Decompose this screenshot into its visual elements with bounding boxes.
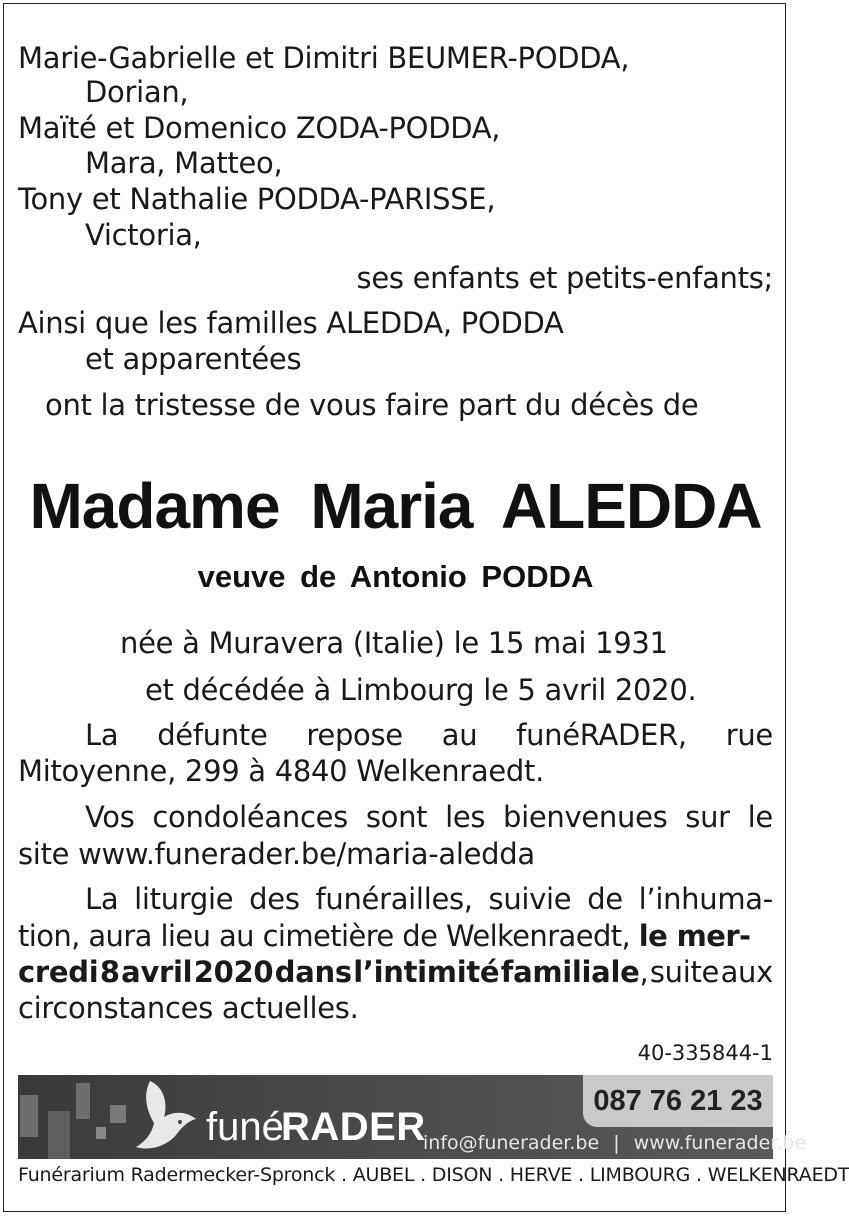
separator: | — [613, 1132, 620, 1154]
footer-locations: Funérarium Radermecker-Spronck . AUBEL . DISON . HERVE . LIMBOURG . WELKENRAEDT — [18, 1164, 849, 1186]
liturgy-line-4: circonstances actuelles. — [18, 991, 359, 1025]
liturgy-line-3: credi 8 avril 2020 dans l’intimité familiale, suite aux — [18, 955, 773, 989]
decor-square — [76, 1083, 90, 1119]
announcement-line: ont la tristesse de vous faire part du décès de — [45, 388, 699, 422]
family-line-8: Ainsi que les familles ALEDDA, PODDA — [18, 306, 564, 340]
family-line-9: et apparentées — [85, 342, 302, 376]
widow-of: veuve de Antonio PODDA — [197, 559, 594, 594]
family-line-2: Dorian, — [85, 75, 189, 109]
brand-name-light: funé — [206, 1105, 284, 1149]
repose-line-2: Mitoyenne, 299 à 4840 Welkenraedt. — [18, 754, 545, 788]
family-line-1: Marie-Gabrielle et Dimitri BEUMER-PODDA, — [18, 41, 630, 75]
family-line-5: Tony et Nathalie PODDA-PARISSE, — [18, 182, 496, 216]
family-line-6: Victoria, — [85, 218, 202, 252]
liturgy-line-1: La liturgie des funérailles, suivie de l’inhuma- — [85, 882, 773, 916]
brand-name-bold: RADER — [281, 1105, 426, 1149]
email-link[interactable]: info@funerader.be — [423, 1132, 600, 1154]
funeral-home-banner — [18, 1075, 807, 1159]
family-line-3: Maïté et Domenico ZODA-PODDA, — [18, 111, 501, 145]
birth-line: née à Muravera (Italie) le 15 mai 1931 — [120, 626, 668, 660]
condolences-website: site www.funerader.be/maria-aledda — [18, 837, 535, 871]
liturgy-line-2: tion, aura lieu au cimetière de Welkenraedt, le mer- — [18, 919, 751, 953]
deceased-name: Madame Maria ALEDDA — [29, 470, 762, 542]
website-link[interactable]: www.funerader.be — [633, 1132, 807, 1154]
condolences-line-1: Vos condoléances sont les bienvenues sur le — [85, 800, 773, 834]
reference-number: 40-335844-1 — [637, 1041, 773, 1065]
repose-line-1: La défunte repose au funéRADER, rue — [85, 718, 773, 752]
decor-square — [48, 1111, 70, 1159]
dove-logo-icon — [130, 1077, 202, 1155]
death-line: et décédée à Limbourg le 5 avril 2020. — [145, 673, 697, 707]
family-line-7: ses enfants et petits-enfants; — [356, 261, 773, 295]
decor-square — [96, 1127, 106, 1139]
family-line-4: Mara, Matteo, — [85, 146, 283, 180]
contact-line — [423, 1131, 806, 1155]
phone-number[interactable]: 087 76 21 23 — [583, 1075, 773, 1127]
decor-square — [20, 1095, 38, 1137]
decor-square — [110, 1105, 126, 1123]
